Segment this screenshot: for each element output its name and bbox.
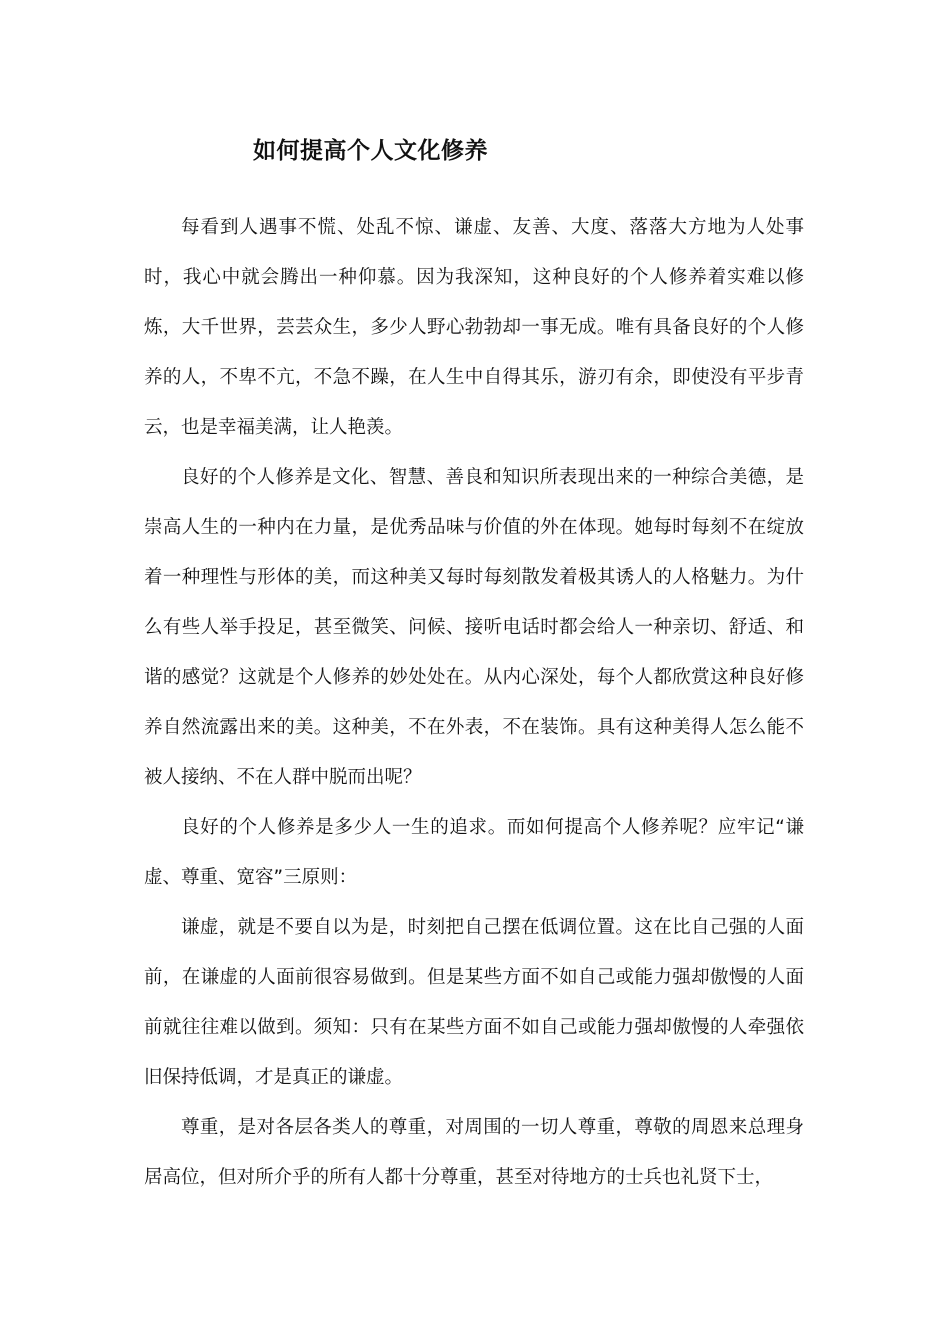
document-title: 如何提高个人文化修养 <box>253 138 488 164</box>
paragraph-principles: 良好的个人修养是多少人一生的追求。而如何提高个人修养呢？应牢记“谦虚、尊重、宽容”三原则： <box>144 817 804 888</box>
paragraph-intro: 每看到人遇事不慌、处乱不惊、谦虚、友善、大度、落落大方地为人处事时，我心中就会腾出一种仰慕。因为我深知，这种良好的个人修养着实难以修炼，大千世界，芸芸众生，多少人野心勃勃却一事无成。唯有具备良好的个人修养的人，不卑不亢，不急不躁，在人生中自得其乐，游刃有余，即使没有平步青云，也是幸福美满，让人艳羡。 <box>144 217 804 438</box>
document-body <box>144 203 804 1203</box>
paragraph-virtue: 良好的个人修养是文化、智慧、善良和知识所表现出来的一种综合美德，是崇高人生的一种内在力量，是优秀品味与价值的外在体现。她每时每刻不在绽放着一种理性与形体的美，而这种美又每时每刻散发着极其诱人的人格魅力。为什么有些人举手投足，甚至微笑、问候、接听电话时都会给人一种亲切、舒适、和谐的感觉？这就是个人修养的妙处处在。从内心深处，每个人都欣赏这种良好修养自然流露出来的美。这种美，不在外表，不在装饰。具有这种美得人怎么能不被人接纳、不在人群中脱而出呢？ <box>144 467 804 788</box>
paragraph-modesty: 谦虚，就是不要自以为是，时刻把自己摆在低调位置。这在比自己强的人面前，在谦虚的人面前很容易做到。但是某些方面不如自己或能力强却傲慢的人面前就往往难以做到。须知：只有在某些方面不如自己或能力强却傲慢的人牵强依旧保持低调，才是真正的谦虚。 <box>144 917 804 1088</box>
paragraph-respect: 尊重，是对各层各类人的尊重，对周围的一切人尊重，尊敬的周恩来总理身居高位，但对所介乎的所有人都十分尊重，甚至对待地方的士兵也礼贤下士， <box>144 1117 804 1188</box>
